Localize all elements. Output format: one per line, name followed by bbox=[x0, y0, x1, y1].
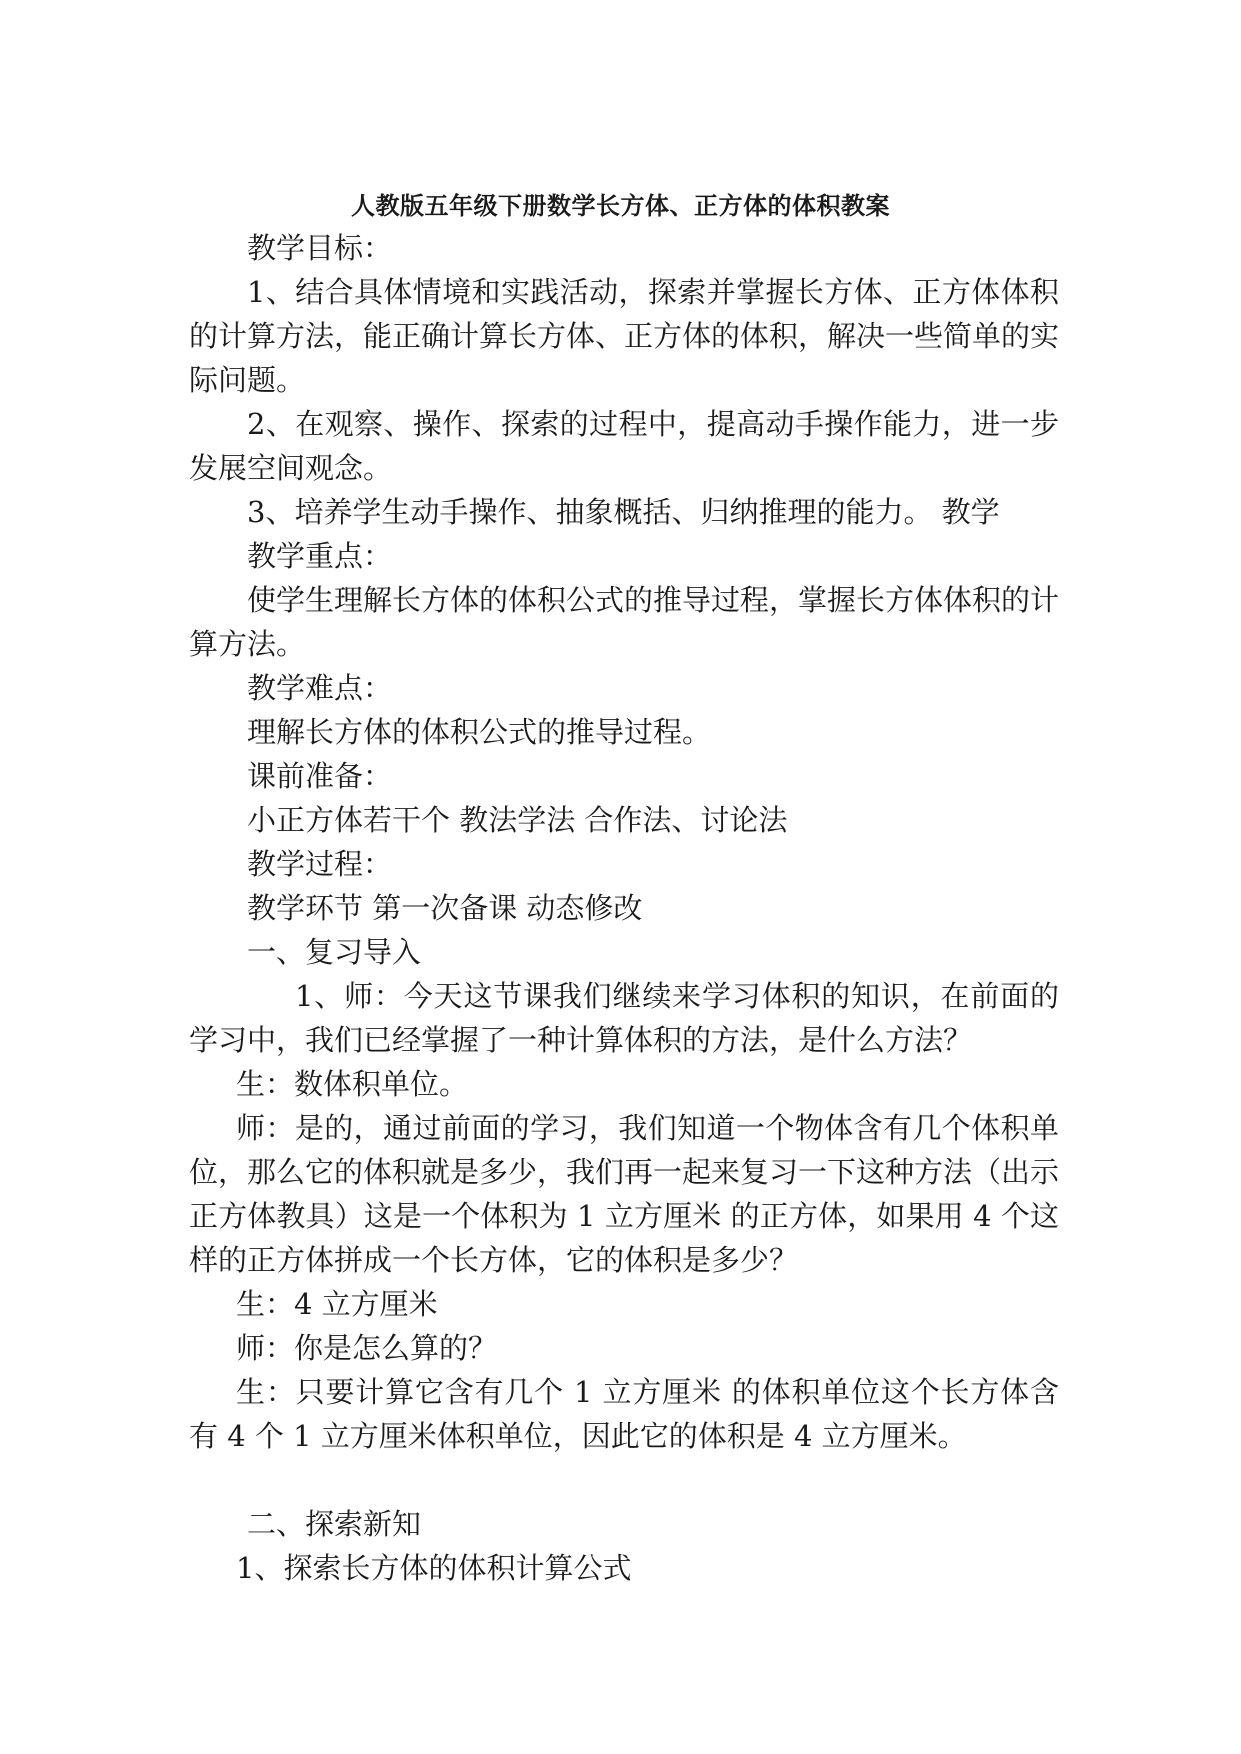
section-review-heading: 一、复习导入 bbox=[247, 935, 422, 969]
dialog-student-3: 生：只要计算它含有几个 1 立方厘米 的体积单位这个长方体含有 4 个 1 立方厘米体积单位，因此它的体积是 4 立方厘米。 bbox=[189, 1375, 1059, 1453]
prep-text: 小正方体若干个 教法学法 合作法、讨论法 bbox=[247, 803, 788, 837]
key-text: 使学生理解长方体的体积公式的推导过程，掌握长方体体积的计算方法。 bbox=[189, 583, 1060, 661]
key-heading: 教学重点： bbox=[247, 539, 393, 573]
goal-item-1: 1、结合具体情境和实践活动，探索并掌握长方体、正方体体积的计算方法，能正确计算长方体、正方体的体积，解决一些简单的实际问题。 bbox=[189, 275, 1060, 397]
section-explore-item-1: 1、探索长方体的体积计算公式 bbox=[236, 1551, 632, 1585]
blank-line bbox=[189, 1458, 1059, 1502]
dialog-teacher-3: 师：你是怎么算的？ bbox=[236, 1331, 498, 1365]
difficulty-text: 理解长方体的体积公式的推导过程。 bbox=[247, 715, 712, 749]
prep-heading: 课前准备： bbox=[247, 759, 393, 793]
process-columns: 教学环节 第一次备课 动态修改 bbox=[247, 891, 643, 925]
process-heading: 教学过程： bbox=[247, 847, 393, 881]
dialog-student-1: 生：数体积单位。 bbox=[236, 1067, 469, 1101]
section-explore-heading: 二、探索新知 bbox=[247, 1507, 422, 1541]
goal-item-2: 2、在观察、操作、探索的过程中，提高动手操作能力，进一步发展空间观念。 bbox=[189, 407, 1059, 485]
goal-heading: 教学目标： bbox=[247, 231, 393, 265]
dialog-student-2: 生：4 立方厘米 bbox=[236, 1287, 438, 1321]
document-title: 人教版五年级下册数学长方体、正方体的体积教案 bbox=[351, 192, 890, 220]
document-body bbox=[189, 226, 1059, 1590]
goal-item-3: 3、培养学生动手操作、抽象概括、归纳推理的能力。 教学 bbox=[247, 495, 1000, 529]
difficulty-heading: 教学难点： bbox=[247, 671, 393, 705]
dialog-teacher-1: 1、师：今天这节课我们继续来学习体积的知识，在前面的学习中，我们已经掌握了一种计算体积的方法，是什么方法？ bbox=[189, 979, 1059, 1057]
dialog-teacher-2: 师：是的，通过前面的学习，我们知道一个物体含有几个体积单位，那么它的体积就是多少，我们再一起来复习一下这种方法（出示正方体教具）这是一个体积为 1 立方厘米 的正方体，如果用 4 个这样的正方体拼成一个长方体，它的体积是多少？ bbox=[189, 1111, 1060, 1277]
